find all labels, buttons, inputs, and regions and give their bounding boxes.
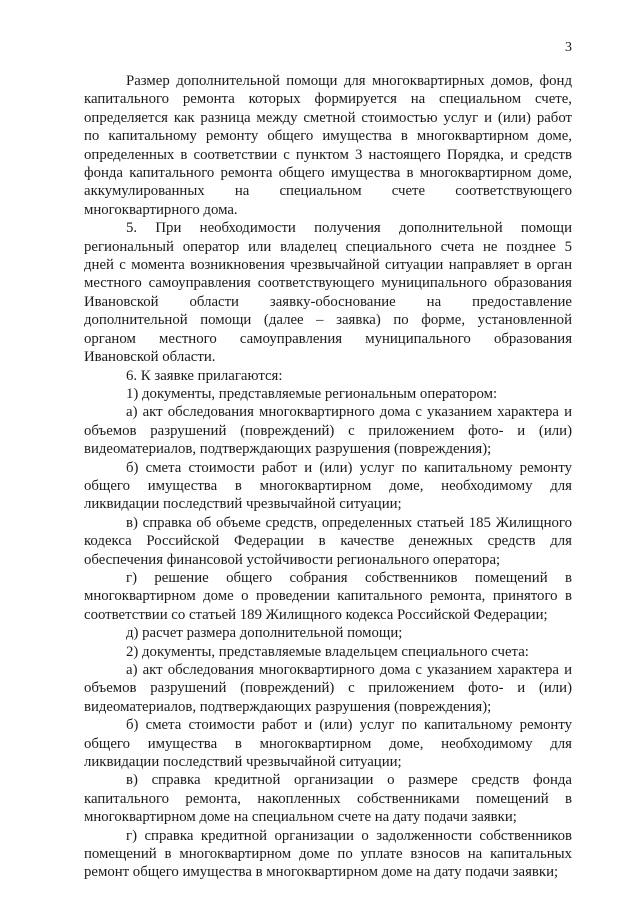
text-line: по капитальному ремонту общего имущества в многоквартирном доме, [84, 128, 572, 145]
text-line: местного самоуправления соответствующего муниципального образования [84, 275, 572, 292]
paragraph [84, 716, 572, 771]
text-line: г) решение общего собрания собственников помещений в [126, 569, 572, 586]
text-line: ликвидации последствий чрезвычайной ситуации; [84, 496, 402, 513]
text-line: региональный оператор или владелец специального счета не позднее 5 [84, 238, 572, 255]
text-line: ликвидации последствий чрезвычайной ситуации; [84, 754, 402, 771]
text-line: а) акт обследования многоквартирного дома с указанием характера и [126, 662, 572, 678]
paragraph [84, 367, 572, 385]
text-line: 6. К заявке прилагаются: [126, 367, 283, 384]
text-line: общего имущества в многоквартирном доме, необходимому для [84, 477, 572, 494]
text-line: видеоматериалов, подтверждающих разрушения (повреждения); [84, 441, 492, 458]
text-line: б) смета стоимости работ и (или) услуг по капитальному ремонту [126, 459, 572, 476]
paragraph [84, 661, 572, 716]
paragraph [84, 514, 572, 569]
page-number: 3 [565, 40, 572, 55]
text-line: объемов разрушений (повреждений) с приложением фото- и (или) [84, 680, 572, 697]
paragraph [84, 771, 572, 826]
text-line: Размер дополнительной помощи для многоквартирных домов, фонд [126, 73, 572, 89]
text-line: многоквартирном доме на специальном счете на дату подачи заявки; [84, 809, 517, 826]
text-line: Ивановской области заявку-обоснование на предоставление [84, 293, 572, 310]
text-line: 2) документы, представляемые владельцем специального счета: [126, 643, 529, 660]
paragraph [84, 624, 572, 642]
paragraph [84, 385, 572, 403]
paragraph [84, 459, 572, 514]
document-body [84, 72, 572, 882]
text-line: капитального ремонта которых формируется на специальном счете, [84, 91, 572, 108]
text-line: объемов разрушений (повреждений) с приложением фото- и (или) [84, 422, 572, 439]
text-line: дополнительной помощи (далее – заявка) по форме, установленной [84, 312, 572, 329]
text-line: кодекса Российской Федерации в качестве денежных средств для [84, 533, 572, 550]
text-line: д) расчет размера дополнительной помощи; [126, 625, 403, 642]
paragraph [84, 72, 572, 219]
paragraph [84, 643, 572, 661]
text-line: капитального ремонта, накопленных собственниками помещений в [84, 790, 572, 807]
text-line: 5. При необходимости получения дополнительной помощи [126, 220, 572, 237]
text-line: определяется как разница между сметной стоимостью услуг и (или) работ [84, 109, 572, 126]
paragraph [84, 219, 572, 366]
text-line: многоквартирном доме о проведении капитального ремонта, принятого в [84, 588, 572, 605]
text-line: общего имущества в многоквартирном доме, необходимому для [84, 735, 572, 752]
text-line: видеоматериалов, подтверждающих разрушения (повреждения); [84, 698, 492, 715]
text-line: Ивановской области. [84, 349, 216, 366]
text-line: многоквартирного дома. [84, 201, 238, 218]
text-line: аккумулированных на специальном счете соответствующего [84, 183, 572, 200]
text-line: соответствии со статьей 189 Жилищного кодекса Российской Федерации; [84, 606, 548, 623]
text-line: органом местного самоуправления муниципального образования [84, 330, 572, 347]
text-line: 1) документы, представляемые региональным оператором: [126, 385, 498, 402]
text-line: помещений в многоквартирном доме по уплате взносов на капитальных [84, 846, 572, 863]
text-line: в) справка об объеме средств, определенных статьей 185 Жилищного [126, 514, 572, 531]
text-line: ремонт общего имущества в многоквартирном доме на дату подачи заявки; [84, 864, 559, 881]
text-line: а) акт обследования многоквартирного дома с указанием характера и [126, 404, 572, 421]
paragraph [84, 569, 572, 624]
text-line: обеспечения финансовой устойчивости регионального оператора; [84, 551, 501, 568]
paragraph [84, 827, 572, 882]
text-line: в) справка кредитной организации о размере средств фонда [126, 772, 572, 789]
text-line: б) смета стоимости работ и (или) услуг по капитальному ремонту [126, 717, 572, 734]
text-line: г) справка кредитной организации о задолженности собственников [126, 827, 572, 844]
text-line: фонда капитального ремонта общего имущества в многоквартирном доме, [84, 165, 572, 182]
paragraph [84, 403, 572, 458]
text-line: определенных в соответствии с пунктом 3 настоящего Порядка, и средств [84, 146, 572, 163]
text-line: дней с момента возникновения чрезвычайной ситуации направляет в орган [84, 257, 572, 274]
